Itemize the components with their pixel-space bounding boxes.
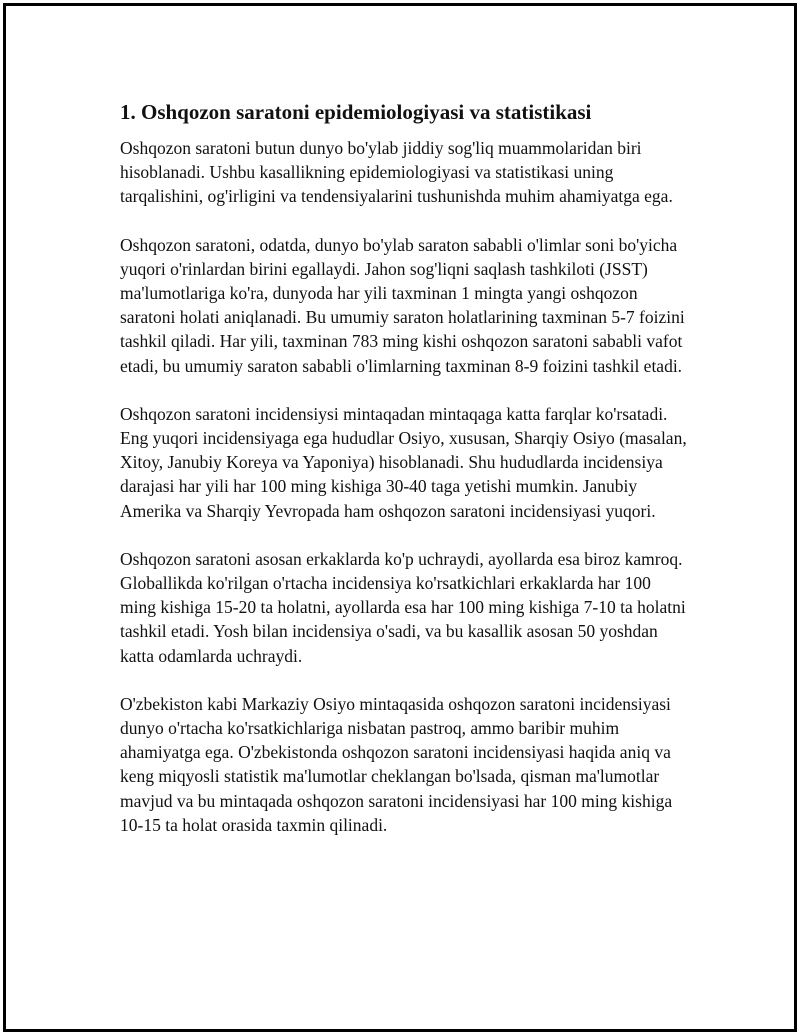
paragraph-5: O'zbekiston kabi Markaziy Osiyo mintaqasida oshqozon saratoni incidensiyasi dunyo o'rtacha ko'rsatkichlariga nisbatan pastroq, ammo baribir muhim ahamiyatga ega. O'zbekistonda oshqozon saratoni incidensiyasi haqida aniq va keng miqyosli statistik ma'lumotlar cheklangan bo'lsada, qisman ma'lumotlar mavjud va bu mintaqada oshqozon saratoni incidensiyasi har 100 ming kishiga 10-15 ta holat orasida taxmin qilinadi. <box>120 693 673 835</box>
paragraph-3: Oshqozon saratoni incidensiysi mintaqadan mintaqaga katta farqlar ko'rsatadi. Eng yuqori incidensiyaga ega hududlar Osiyo, xususan, Sharqiy Osiyo (masalan, Xitoy, Janubiy Koreya va Yaponiya) hisoblanadi. Shu hududlarda incidensiya darajasi har yili har 100 ming kishiga 30-40 taga yetishi mumkin. Janubiy Amerika va Sharqiy Yevropada ham oshqozon saratoni incidensiyasi yuqori. <box>120 403 687 521</box>
paragraph-4: Oshqozon saratoni asosan erkaklarda ko'p uchraydi, ayollarda esa biroz kamroq. Globallikda ko'rilgan o'rtacha incidensiya ko'rsatkichlari erkaklarda har 100 ming kishiga 15-20 ta holatni, ayollarda esa har 100 ming kishiga 7-10 ta holatni tashkil etadi. Yosh bilan incidensiya o'sadi, va bu kasallik asosan 50 yoshdan katta odamlarda uchraydi. <box>120 548 686 666</box>
paragraph-1: Oshqozon saratoni butun dunyo bo'ylab jiddiy sog'liq muammolaridan biri hisoblanadi. Ushbu kasallikning epidemiologiyasi va statistikasi uning tarqalishini, og'irligini va tendensiyalarini tushunishda muhim ahamiyatga ega. <box>120 138 673 207</box>
section-heading: 1. Oshqozon saratoni epidemiologiyasi va statistikasi <box>120 100 592 124</box>
document-body <box>120 98 690 861</box>
page-frame <box>3 3 797 1032</box>
paragraph-2: Oshqozon saratoni, odatda, dunyo bo'ylab saraton sababli o'limlar soni bo'yicha yuqori o'rinlardan birini egallaydi. Jahon sog'liqni saqlash tashkiloti (JSST) ma'lumotlariga ko'ra, dunyoda har yili taxminan 1 mingta yangi oshqozon saratoni holati aniqlanadi. Bu umumiy saraton holatlarining taxminan 5-7 foizini tashkil qiladi. Har yili, taxminan 783 ming kishi oshqozon saratoni sababli vafot etadi, bu umumiy saraton sababli o'limlarning taxminan 8-9 foizini tashkil etadi. <box>120 234 685 376</box>
